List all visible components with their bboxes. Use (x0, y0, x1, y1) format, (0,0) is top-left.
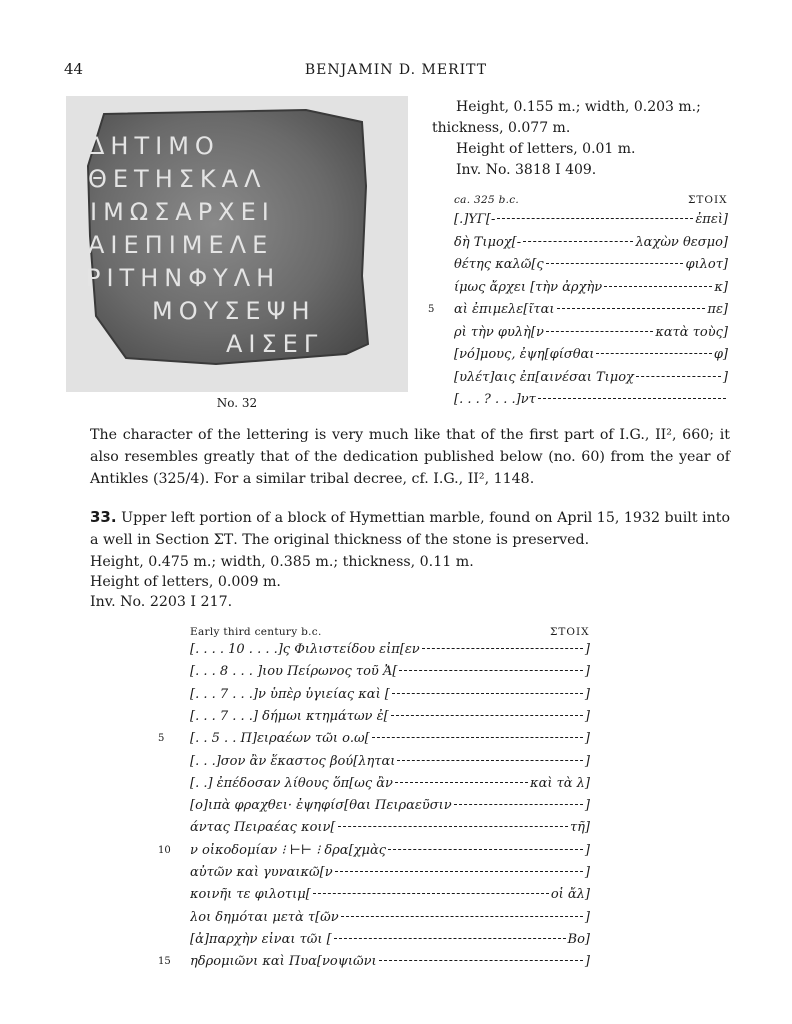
lacuna-dashes (341, 916, 583, 917)
entry33-letter-height: Height of letters, 0.009 m. (90, 574, 281, 590)
line-text: ν οἰκοδομίαν ⁝ ⊢⊢ ⁝ δρα[χμὰς (190, 842, 387, 858)
stone-photograph (66, 96, 408, 392)
line-ending: ] (584, 909, 590, 925)
lacuna-dashes (313, 893, 549, 894)
lacuna-dashes (497, 218, 693, 219)
inscription-line (454, 370, 728, 385)
line-text: [. . . . 10 . . . .]ς Φιλιστείδου εἶπ[εν (190, 642, 420, 657)
entry33-description-block (90, 506, 730, 551)
lacuna-dashes (636, 376, 721, 377)
line-text: δὴ Τιμοχ[- (454, 234, 522, 250)
line-text: θέτης καλῶ[ς (454, 257, 544, 272)
line-ending: ] (584, 954, 590, 970)
line-ending: Βο] (567, 931, 590, 947)
lacuna-dashes (546, 331, 653, 332)
entry33-dimensions: Height, 0.475 m.; width, 0.385 m.; thickness, 0.11 m. (90, 554, 474, 570)
lacuna-dashes (546, 263, 684, 264)
line-ending: ] (584, 731, 590, 747)
line-ending: κατὰ τοὺς] (655, 324, 728, 340)
lacuna-dashes (391, 715, 583, 716)
line-text: [. . . 8 . . . ]ιου Πείρωνος τοῦ Ἀ[ (190, 664, 398, 680)
line-number: 10 (158, 844, 171, 856)
inscription-line (454, 325, 728, 340)
line-ending: ] (584, 798, 590, 814)
line-ending: ] (584, 664, 590, 680)
line-text: αὶ ἐπιμελε[ῖται (454, 302, 555, 317)
line-ending: ] (584, 842, 590, 858)
line-text: ηδρομιῶνι καὶ Πυα[νοψιῶνι (190, 954, 377, 970)
inscription-line (190, 865, 590, 880)
entry32-thickness: thickness, 0.077 m. (432, 120, 571, 136)
lacuna-dashes (454, 804, 583, 805)
lacuna-dashes (523, 241, 633, 242)
lacuna-dashes (335, 871, 583, 872)
entry33-inventory: Inv. No. 2203 I 217. (90, 594, 233, 610)
stone-letter-row: ΑΙΣΕΓ (226, 330, 324, 358)
page-number: 44 (64, 60, 84, 78)
line-ending: ] (584, 865, 590, 880)
line-ending: ] (584, 708, 590, 724)
inscription-line (190, 843, 590, 858)
inscription-line (190, 820, 590, 835)
lacuna-dashes (399, 670, 583, 671)
line-text: [. . . 7 . . .] δήμωι κτημάτων ἐ[ (190, 708, 389, 724)
inscription-line (454, 212, 728, 227)
line-text: [.]ΥΓ[- (454, 212, 496, 227)
line-text: [. . . 7 . . .]ν ὑπὲρ ὑγιείας καὶ [ (190, 686, 390, 702)
lacuna-dashes (538, 398, 726, 399)
line-text: [ἀ]παρχὴν εἶναι τῶι [ (190, 931, 332, 947)
line-number: 5 (158, 733, 165, 745)
line-text: [νό]μους, ἐψη[φίσθαι (454, 347, 595, 362)
entry32-dimensions: Height, 0.155 m.; width, 0.203 m.; (456, 99, 701, 115)
inscription-line (190, 776, 590, 791)
line-ending: πε] (707, 302, 728, 317)
inscription-line (454, 280, 728, 295)
entry33-number: 33. (90, 508, 117, 526)
entry32-stoichedon: ΣΤΟΙΧ (688, 194, 728, 206)
line-ending: τῆ] (569, 820, 590, 836)
stone-letter-row: ΑΙΕΠΙΜΕΛΕ (88, 231, 274, 259)
line-text: άντας Πειραέας κοιν[ (190, 820, 336, 836)
line-text: [υλέτ]αις ἐπ[αινέσαι Τιμοχ (454, 369, 634, 385)
stone-letter-row: ΔΗΤΙΜΟ (88, 132, 220, 160)
line-text: [. . .]σον ἂν ἕκαστος βού[ληται (190, 753, 396, 769)
line-text: ρὶ τὴν φυλὴ[ν (454, 324, 544, 340)
inscription-line (190, 754, 590, 769)
stone-letter-row: ΙΜΩΣΑΡΧΕΙ (90, 198, 275, 226)
inscription-line (190, 887, 590, 902)
inscription-line (190, 932, 590, 947)
lacuna-dashes (557, 308, 706, 309)
line-ending: ] (584, 642, 590, 657)
line-text: ίμως ἄρχει [τὴν ἀρχὴν (454, 279, 603, 295)
entry32-letter-height: Height of letters, 0.01 m. (456, 141, 636, 157)
line-ending: ] (584, 753, 590, 769)
entry33-date: Early third century b.c. (190, 626, 322, 638)
stone-letter-row: ΘΕΤΗΣΚΑΛ (88, 165, 267, 193)
entry32-inventory: Inv. No. 3818 I 409. (456, 162, 597, 178)
line-text: κοινῆι τε φιλοτιμ[ (190, 887, 311, 903)
lacuna-dashes (372, 737, 583, 738)
inscription-line (454, 392, 728, 407)
inscription-line (190, 687, 590, 702)
lacuna-dashes (388, 849, 583, 850)
line-text: [. . . ? . . .]ντ (454, 392, 536, 407)
inscription-line (190, 798, 590, 813)
line-ending: ] (722, 369, 728, 385)
line-ending: κ] (714, 279, 728, 295)
line-text: λοι δημόται μετὰ τ[ῶν (190, 909, 339, 925)
line-ending: λαχὼν θεσμο] (635, 234, 728, 250)
inscription-line (190, 910, 590, 925)
inscription-line (190, 642, 590, 657)
entry32-commentary (90, 424, 730, 490)
lacuna-dashes (604, 286, 712, 287)
running-head: BENJAMIN D. MERITT (304, 62, 488, 78)
line-ending: ] (584, 686, 590, 702)
stone-letter-row: ΜΟΥΣΕΨΗ (152, 297, 316, 325)
entry33-metadata (90, 552, 474, 612)
inscription-line (454, 347, 728, 362)
inscription-line (190, 664, 590, 679)
lacuna-dashes (334, 938, 566, 939)
line-text: αὐτῶν καὶ γυναικῶ[ν (190, 865, 333, 880)
stone-letter-row: ΡΙΤΗΝΦΥΛΗ (86, 264, 281, 292)
entry33-description: Upper left portion of a block of Hymettian marble, found on April 15, 1932 built into a well in Section ΣΤ. The original thickness of the stone is preserved. (90, 510, 730, 548)
lacuna-dashes (379, 960, 583, 961)
inscription-line (454, 257, 728, 272)
inscription-line (190, 709, 590, 724)
photo-caption: No. 32 (216, 396, 258, 410)
inscription-line (190, 731, 590, 746)
line-text: [ο]ιπὰ φραχθει· ἐψηφίσ[θαι Πειραεῦσιν (190, 798, 452, 814)
lacuna-dashes (395, 782, 528, 783)
entry32-date: ca. 325 b.c. (454, 194, 520, 206)
line-ending: ἐπεὶ] (695, 212, 728, 227)
line-ending: φιλοτ] (685, 257, 728, 272)
commentary-text: The character of the lettering is very much like that of the first part of I.G., II², 660; it also resembles greatly that of the dedication published below (no. 60) from the year of Antikles (325/4). For a similar tribal decree, cf. I.G., II², 1148. (90, 427, 730, 487)
line-ending: καὶ τὰ λ] (530, 775, 590, 791)
lacuna-dashes (397, 760, 583, 761)
inscription-line (454, 235, 728, 250)
entry32-metadata (432, 97, 752, 181)
lacuna-dashes (338, 826, 568, 827)
line-number: 5 (428, 304, 435, 315)
line-text: [. . 5 . . Π]ειραέων τῶι ο.ω[ (190, 731, 370, 747)
line-ending: οἱ ἄλ] (550, 887, 590, 903)
inscription-line (190, 954, 590, 969)
lacuna-dashes (422, 648, 583, 649)
lacuna-dashes (392, 693, 583, 694)
entry33-stoichedon: ΣΤΟΙΧ (550, 626, 590, 638)
line-text: [. .] ἐπέδοσαν λίθους ὅπ[ως ἂν (190, 775, 393, 791)
line-ending: φ] (713, 347, 728, 362)
inscription-line (454, 302, 728, 317)
line-number: 15 (158, 956, 171, 968)
lacuna-dashes (596, 353, 711, 354)
